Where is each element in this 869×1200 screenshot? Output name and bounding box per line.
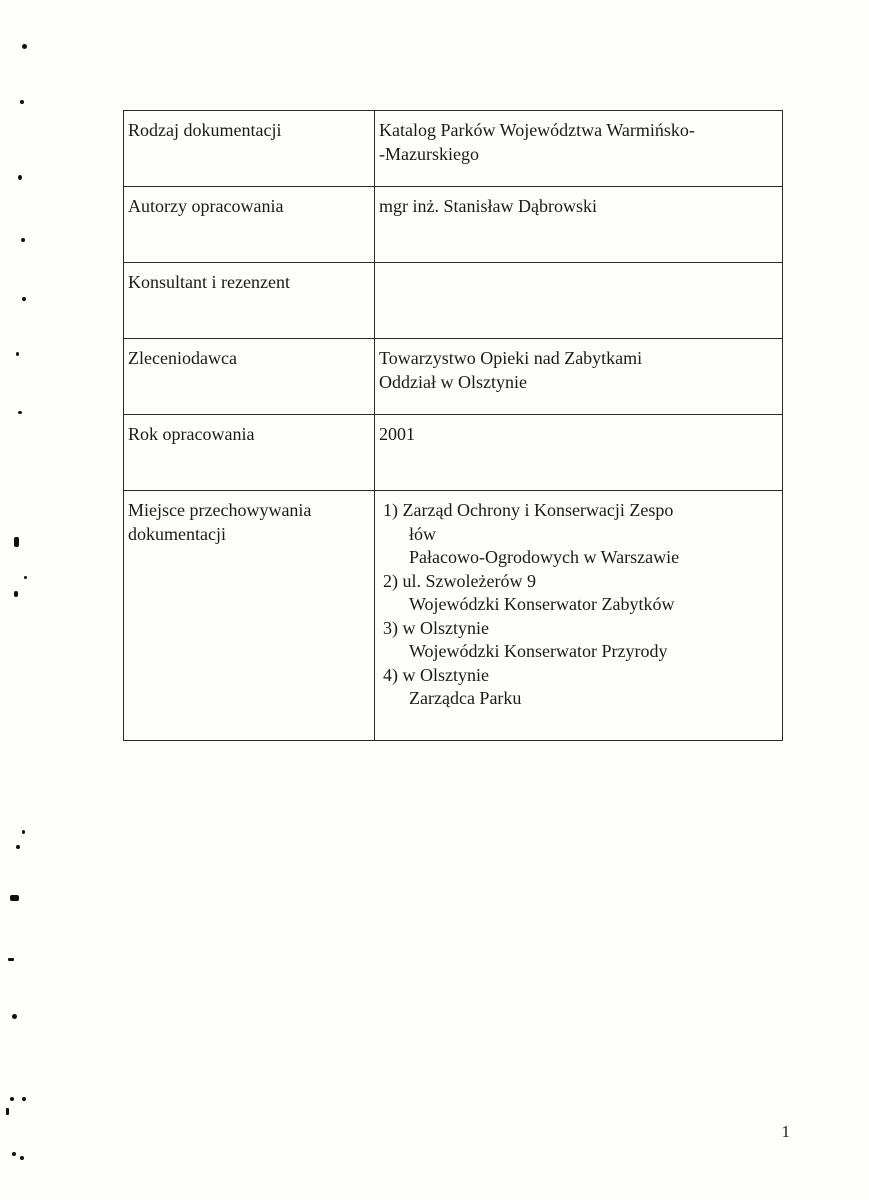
storage-list [379,499,782,711]
list-number: 2) [383,570,398,591]
label-cell [124,187,375,263]
list-item [379,499,782,523]
value-commissioner-line-1: Towarzystwo Opieki nad Zabytkami [379,348,643,368]
label-cell [124,415,375,491]
label-cell [124,111,375,187]
scan-speck [24,576,27,579]
label-cell [124,491,375,741]
label-cell [124,339,375,415]
list-text: Zarząd Ochrony i Konserwacji Zespo [402,500,674,520]
label-year: Rok opracowania [128,424,255,444]
scan-speck [22,44,27,49]
table-row [124,415,783,491]
value-documentation-type-line-2: -Mazurskiego [379,143,479,164]
scan-speck [22,830,25,834]
scan-speck [21,238,25,242]
list-item-continuation: Pałacowo-Ogrodowych w Warszawie [409,547,680,567]
scan-speck [8,958,14,961]
table-row [124,111,783,187]
label-storage-place-line-2: dokumentacji [128,523,226,544]
list-number: 1) [383,500,398,520]
scan-speck [20,100,24,104]
list-item-continuation: Wojewódzki Konserwator Zabytków [409,594,675,614]
value-authors: mgr inż. Stanisław Dąbrowski [379,196,597,216]
value-cell-empty [375,263,783,339]
value-cell [375,415,783,491]
value-cell [375,187,783,263]
scan-speck [10,1097,14,1101]
value-commissioner-line-2: Oddział w Olsztynie [379,371,527,392]
scan-speck [6,1108,9,1115]
table-row [124,187,783,263]
scan-speck [16,845,20,849]
list-number: 4) [383,664,398,685]
scan-speck [12,1152,16,1156]
value-documentation-type-line-1: Katalog Parków Województwa Warmińsko- [379,120,695,140]
label-consultant: Konsultant i rezenzent [128,272,290,292]
list-number: 3) [383,617,398,638]
list-item-continuation: Wojewódzki Konserwator Przyrody [409,641,668,661]
value-cell-storage-list [375,491,783,741]
scan-speck [10,895,19,901]
scan-speck [18,411,22,414]
scan-speck [18,175,22,180]
list-text: w Olsztynie [402,664,489,685]
scan-speck [12,1014,17,1019]
scan-speck [20,1156,24,1160]
scan-speck [14,537,19,547]
scan-speck [16,352,19,356]
scan-speck [14,591,18,597]
label-commissioner: Zleceniodawca [128,348,237,368]
table-row [124,263,783,339]
table-row [124,491,783,741]
label-storage-place-line-1: Miejsce przechowywania [128,500,312,520]
list-text: ul. Szwoleżerów 9 [402,570,536,591]
list-item-continuation: łów [409,523,436,544]
value-cell [375,339,783,415]
scan-speck [22,1097,26,1101]
list-item [379,570,782,594]
list-item [379,617,782,641]
label-authors: Autorzy opracowania [128,196,284,216]
value-cell [375,111,783,187]
list-text: w Olsztynie [402,617,489,638]
scan-speck [22,297,26,301]
value-year: 2001 [379,424,415,444]
label-cell [124,263,375,339]
documentation-info-table [123,110,783,741]
list-item-continuation: Zarządca Parku [409,688,522,708]
list-item [379,664,782,688]
label-documentation-type: Rodzaj dokumentacji [128,120,282,140]
page-number: 1 [781,1122,790,1141]
table-row [124,339,783,415]
